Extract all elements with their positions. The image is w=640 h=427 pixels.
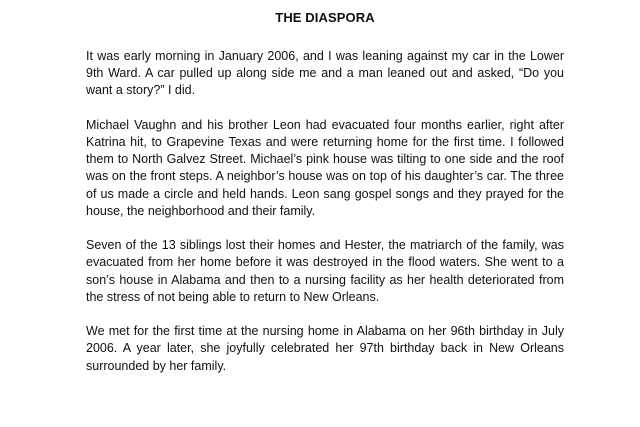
paragraph-michael-vaughn: Michael Vaughn and his brother Leon had evacuated four months earlier, right after Katrina hit, to Grapevine Texas and were returning home for the first time. I followed them to North Galvez Street. Michael’s pink house was tilting to one side and the roof was on the front steps. A neighbor’s house was on top of his daughter’s car. The three of us made a circle and held hands. Leon sang gospel songs and they prayed for the house, the neighborhood and their family. — [86, 117, 564, 218]
paragraph-siblings: Seven of the 13 siblings lost their homes and Hester, the matriarch of the family, was evacuated from her home before it was destroyed in the flood waters. She went to a son’s house in Alabama and then to a nursing facility as her health deteriorated from the stress of not being able to return to New Orleans. — [86, 238, 564, 304]
paragraph-nursing-home: We met for the first time at the nursing home in Alabama on her 96th birthday in July 2006. A year later, she joyfully celebrated her 97th birthday back in New Orleans surrounded by her family. — [86, 324, 564, 373]
document-title: THE DIASPORA — [275, 10, 375, 25]
paragraph-early-morning: It was early morning in January 2006, and I was leaning against my car in the Lower 9th Ward. A car pulled up along side me and a man leaned out and asked, “Do you want a story?” I did. — [86, 49, 564, 98]
document-page — [86, 0, 564, 375]
